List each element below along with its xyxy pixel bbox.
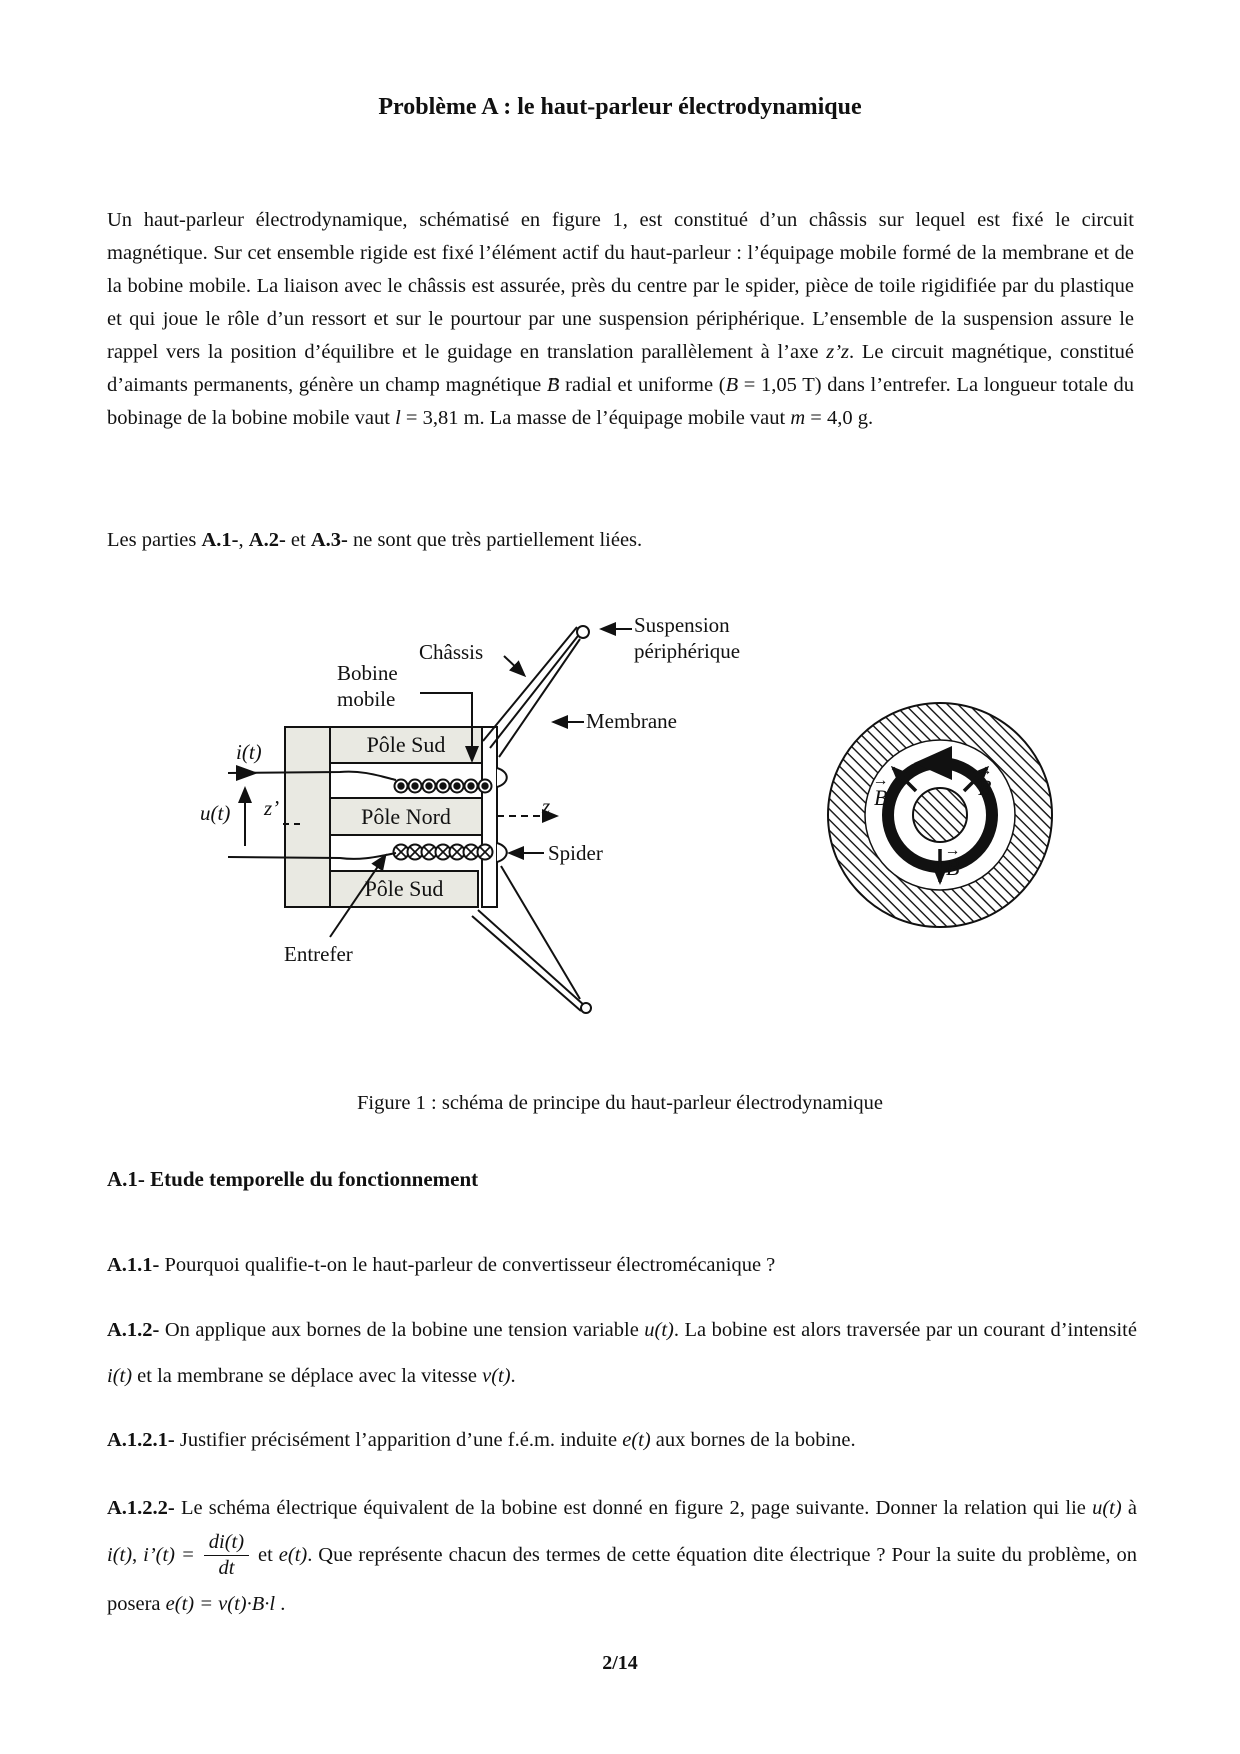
question-a1121: A.1.2.1- Justifier précisément l’apparition d’une f.é.m. induite e(t) aux bornes de la bobine.: [107, 1428, 856, 1451]
center-pole: [913, 788, 967, 842]
coil-former: [482, 727, 497, 907]
question-a112: A.1.2- On applique aux bornes de la bobine une tension variable u(t). La bobine est alors traversée par un courant d’intensité i(t) et la membrane se déplace avec la vitesse v(t).: [107, 1318, 1137, 1387]
spider-label: Spider: [548, 841, 603, 865]
back-plate: [285, 727, 330, 907]
front-view-circle: [828, 703, 1052, 927]
suspension-roll-bottom: [581, 1003, 591, 1013]
chassis-arrow: [504, 656, 524, 675]
spider-bump-bottom: [497, 843, 507, 862]
axis-zz-inline: z’z: [826, 340, 850, 363]
question-a1121-number: A.1.2.1-: [107, 1428, 175, 1451]
intro-paragraph: Un haut-parleur électrodynamique, schématisé en figure 1, est constitué d’un châssis sur lequel est fixé le circuit magnétique. Sur cet ensemble rigide est fixé l’élément actif du haut-parleur : l’équipage mobile formé de la membrane et de la bobine mobile. La liaison avec le châssis est assurée, près du centre par le spider, pièce de toile rigidifiée par du plastique et qui joue le rôle d’un ressort et sur le pourtour par une suspension périphérique. L’ensemble de la suspension assure le rappel vers la position d’équilibre et le guidage en translation parallèlement à l’axe z’z. Le circuit magnétique, constitué d’aimants permanents, génère un champ magnétique B → radial et uniforme (B = 1,05 T) dans l’entrefer. La longueur totale du bobinage de la bobine mobile vaut l = 3,81 m. La masse de l’équipage mobile vaut m = 4,0 g.: [107, 204, 1134, 435]
b-vector-inline: B →: [547, 374, 560, 396]
z-prime-label: z’: [264, 796, 280, 820]
pole-sud-top-label: Pôle Sud: [366, 732, 446, 757]
membrane-cone: [499, 639, 580, 999]
b-field-label-bottom: B →: [946, 855, 959, 881]
coil-top-turns: [394, 779, 493, 794]
voltage-u-label: u(t): [200, 801, 231, 825]
chassis-label: Châssis: [419, 640, 484, 664]
coil-bottom-turns: [394, 845, 493, 860]
intro-text: Un haut-parleur électrodynamique, schématisé en figure 1, est constitué d’un châssis sur lequel est fixé le circuit magnétique. Sur cet ensemble rigide est fixé l’élément actif du haut-parleur : l’équipage mobile formé de la membrane et de la bobine mobile. La liaison avec le châssis est assurée, près du centre par le spider, pièce de toile rigidifiée par du plastique et qui joue le rôle d’un ressort et sur le pourtour par une suspension périphérique. L’ensemble de la suspension assure le rappel vers la position d’équilibre et le guidage en translation parallèlement à l’axe: [107, 208, 1134, 363]
question-a1122-number: A.1.2.2-: [107, 1496, 175, 1519]
page-title: Problème A : le haut-parleur électrodynamique: [378, 94, 862, 120]
entrefer-label: Entrefer: [284, 942, 353, 966]
question-a112-number: A.1.2-: [107, 1318, 160, 1341]
z-label: z: [542, 794, 551, 818]
bobine-mobile-label: Bobine mobile: [337, 661, 398, 711]
figure-1: [0, 545, 1240, 1025]
b-field-label-right: B →: [978, 775, 991, 801]
pole-sud-bottom-label: Pôle Sud: [364, 876, 444, 901]
question-a1122: A.1.2.2- Le schéma électrique équivalent de la bobine est donné en figure 2, page suivante. Donner la relation qui lie u(t) à i(t), i’(t) = $\frac{di(t)}{dt}$ et e(t). Que représente chacun des termes de cette équation dite électrique ? Pour la suite du problème, on posera e(t) = v(t)·B·l .: [107, 1496, 1138, 1615]
b-field-label-left: B →: [874, 785, 887, 811]
section-a1-heading: A.1- Etude temporelle du fonctionnement: [107, 1167, 479, 1191]
question-a111-number: A.1.1-: [107, 1253, 160, 1276]
suspension-roll-top: [577, 626, 589, 638]
suspension-label: Suspension périphérique: [634, 613, 741, 663]
derivative-fraction: $\frac{di(t)}{dt}$: [201, 1531, 252, 1581]
spider-bump-top: [497, 768, 507, 787]
membrane-label: Membrane: [586, 709, 677, 733]
pole-nord-label: Pôle Nord: [361, 803, 451, 829]
current-arrowhead: [236, 765, 258, 781]
figure-1-caption: Figure 1 : schéma de principe du haut-parleur électrodynamique: [357, 1092, 883, 1114]
question-a111: A.1.1- Pourquoi qualifie-t-on le haut-parleur de convertisseur électromécanique ?: [107, 1253, 776, 1276]
current-i-label: i(t): [236, 740, 262, 764]
page-number: 2/14: [602, 1652, 638, 1674]
parties-line: Les parties A.1-, A.2- et A.3- ne sont que très partiellement liées.: [107, 528, 643, 551]
